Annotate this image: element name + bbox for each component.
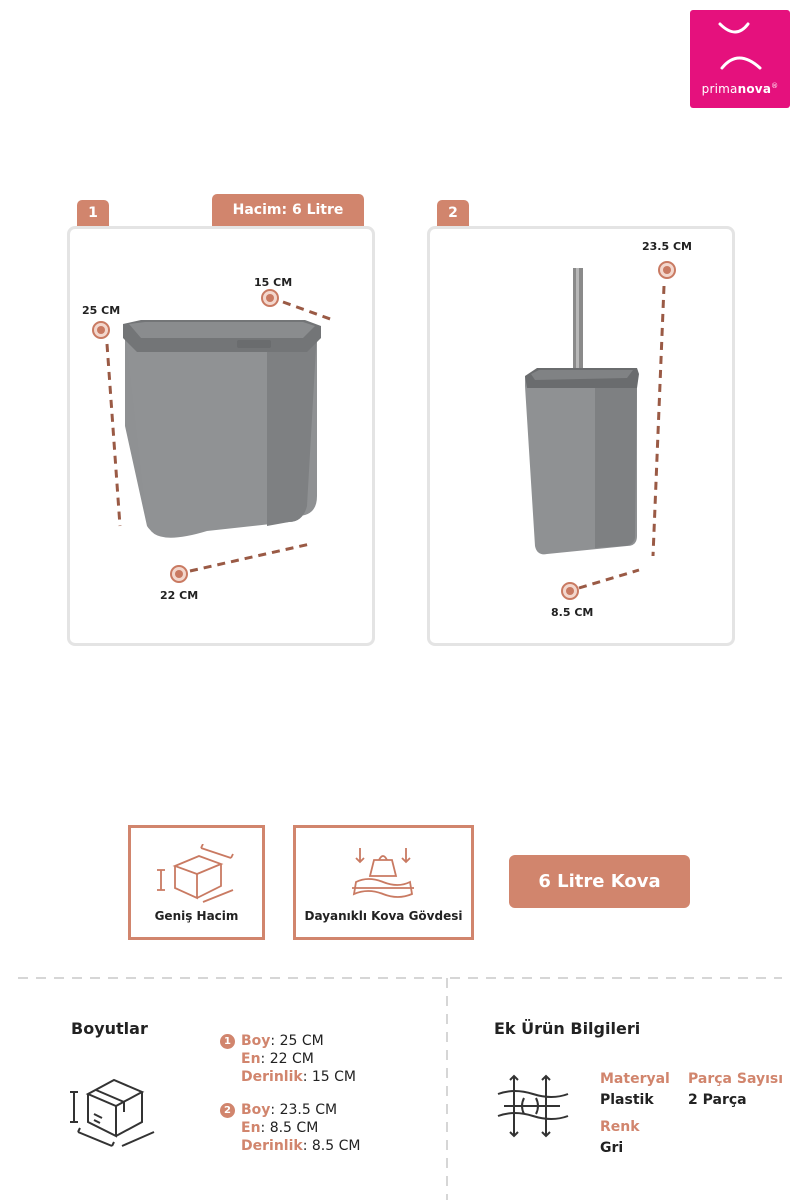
width-marker-icon [562, 583, 578, 599]
spec-row: En: 22 CM [241, 1051, 314, 1067]
material-value: Plastik [600, 1092, 654, 1108]
spec-list-2 [241, 1101, 360, 1155]
brand-name: primanova® [701, 82, 779, 96]
height-marker-icon [93, 322, 109, 338]
spec-number-1: 1 [220, 1034, 235, 1049]
feature-label: Geniş Hacim [154, 909, 239, 923]
product2-height-label: 23.5 CM [642, 240, 692, 253]
product2-width-label: 8.5 CM [551, 606, 594, 619]
spec-row: Derinlik: 8.5 CM [241, 1138, 361, 1154]
feature-card-durable [293, 825, 474, 940]
product2-illustration [427, 226, 735, 646]
color-key: Renk [600, 1119, 640, 1135]
material-icon [490, 1068, 576, 1144]
parts-key: Parça Sayısı [688, 1071, 784, 1087]
brand-mark-icon [690, 10, 790, 80]
spec-number-2: 2 [220, 1103, 235, 1118]
feature-label: Dayanıklı Kova Gövdesi [304, 909, 463, 923]
height-marker-icon [659, 262, 675, 278]
spec-row: En: 8.5 CM [241, 1120, 319, 1136]
spec-row: Boy: 25 CM [241, 1033, 324, 1049]
brand-logo [690, 10, 790, 108]
material-key: Materyal [600, 1071, 670, 1087]
product1-height-label: 25 CM [82, 304, 121, 317]
spec-row: Boy: 23.5 CM [241, 1102, 338, 1118]
product1-depth-label: 15 CM [254, 276, 293, 289]
volume-badge: 6 Litre Kova [509, 855, 690, 908]
box-dimensions-icon [155, 844, 239, 904]
extra-info-title: Ek Ürün Bilgileri [494, 1019, 641, 1038]
product1-illustration [67, 226, 375, 646]
product2-number-tab: 2 [437, 200, 469, 226]
parts-value: 2 Parça [688, 1092, 747, 1108]
volume-tab: Hacim: 6 Litre [212, 194, 364, 226]
dimensions-title: Boyutlar [71, 1019, 148, 1038]
product1-width-label: 22 CM [160, 589, 199, 602]
depth-marker-icon [262, 290, 278, 306]
package-dimensions-icon [66, 1070, 160, 1150]
width-marker-icon [171, 566, 187, 582]
weight-resistance-icon [348, 842, 418, 902]
spec-list-1 [241, 1032, 356, 1086]
product1-number-tab: 1 [77, 200, 109, 226]
color-value: Gri [600, 1140, 624, 1156]
spec-row: Derinlik: 15 CM [241, 1069, 356, 1085]
feature-card-volume [128, 825, 265, 940]
